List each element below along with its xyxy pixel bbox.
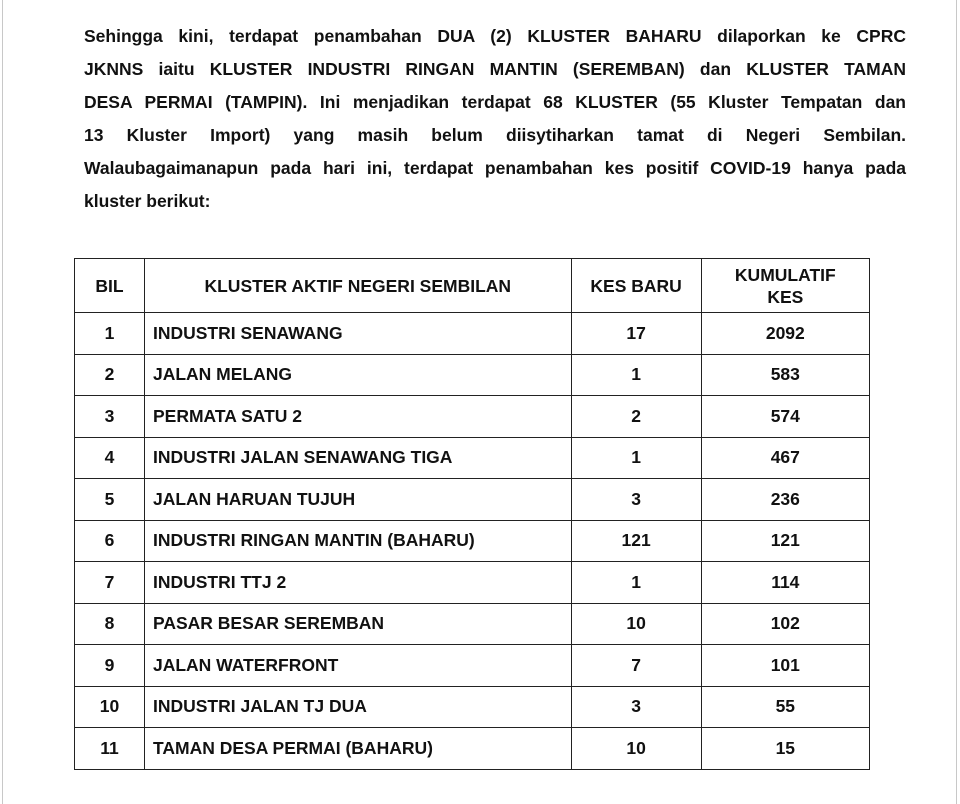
table-header: [75, 259, 870, 313]
table-row: [75, 645, 870, 687]
cell-new-cases: 17: [571, 313, 701, 355]
intro-line: Walaubagaimanapun pada hari ini, terdapat penambahan kes positif COVID-19 hanya pada: [84, 158, 906, 178]
cell-cumulative: 121: [701, 520, 869, 562]
table-row: [75, 603, 870, 645]
cell-cumulative: 574: [701, 396, 869, 438]
cell-new-cases: 121: [571, 520, 701, 562]
cell-new-cases: 3: [571, 479, 701, 521]
header-cluster: KLUSTER AKTIF NEGERI SEMBILAN: [144, 259, 571, 313]
cell-bil: 4: [75, 437, 145, 479]
cell-cumulative: 236: [701, 479, 869, 521]
header-new-cases: KES BARU: [571, 259, 701, 313]
table-row: [75, 686, 870, 728]
cell-cluster: INDUSTRI SENAWANG: [144, 313, 571, 355]
cell-new-cases: 1: [571, 562, 701, 604]
cell-cluster: INDUSTRI TTJ 2: [144, 562, 571, 604]
cell-bil: 9: [75, 645, 145, 687]
table-body: [75, 313, 870, 770]
table-row: [75, 520, 870, 562]
intro-line: JKNNS iaitu KLUSTER INDUSTRI RINGAN MANTIN (SEREMBAN) dan KLUSTER TAMAN: [84, 59, 906, 79]
cell-new-cases: 10: [571, 728, 701, 770]
cell-cluster: TAMAN DESA PERMAI (BAHARU): [144, 728, 571, 770]
cell-new-cases: 7: [571, 645, 701, 687]
cell-new-cases: 1: [571, 354, 701, 396]
intro-line: 13 Kluster Import) yang masih belum diisytiharkan tamat di Negeri Sembilan.: [84, 125, 906, 145]
intro-paragraph: [84, 20, 906, 218]
cell-cluster: JALAN HARUAN TUJUH: [144, 479, 571, 521]
intro-line: kluster berikut:: [84, 191, 211, 211]
cell-cluster: INDUSTRI RINGAN MANTIN (BAHARU): [144, 520, 571, 562]
cell-bil: 11: [75, 728, 145, 770]
cell-cumulative: 114: [701, 562, 869, 604]
cell-cumulative: 583: [701, 354, 869, 396]
cell-bil: 6: [75, 520, 145, 562]
cell-cumulative: 15: [701, 728, 869, 770]
cell-bil: 3: [75, 396, 145, 438]
table-header-row: [75, 259, 870, 313]
page-right-edge: [956, 0, 957, 804]
cell-cumulative: 101: [701, 645, 869, 687]
cluster-table: [74, 258, 870, 770]
cell-cumulative: 2092: [701, 313, 869, 355]
cell-cluster: INDUSTRI JALAN TJ DUA: [144, 686, 571, 728]
table-row: [75, 437, 870, 479]
table-row: [75, 728, 870, 770]
table-row: [75, 313, 870, 355]
table-row: [75, 396, 870, 438]
intro-line: DESA PERMAI (TAMPIN). Ini menjadikan terdapat 68 KLUSTER (55 Kluster Tempatan dan: [84, 92, 906, 112]
cell-new-cases: 10: [571, 603, 701, 645]
cell-cumulative: 55: [701, 686, 869, 728]
cell-bil: 7: [75, 562, 145, 604]
table-row: [75, 354, 870, 396]
cell-cluster: INDUSTRI JALAN SENAWANG TIGA: [144, 437, 571, 479]
table-row: [75, 479, 870, 521]
cell-bil: 8: [75, 603, 145, 645]
header-cumulative: [701, 259, 869, 313]
intro-line: Sehingga kini, terdapat penambahan DUA (2) KLUSTER BAHARU dilaporkan ke CPRC: [84, 26, 906, 46]
cell-cumulative: 467: [701, 437, 869, 479]
cell-cluster: JALAN MELANG: [144, 354, 571, 396]
cell-cluster: PERMATA SATU 2: [144, 396, 571, 438]
cell-bil: 5: [75, 479, 145, 521]
cell-cumulative: 102: [701, 603, 869, 645]
table-row: [75, 562, 870, 604]
cell-cluster: JALAN WATERFRONT: [144, 645, 571, 687]
header-bil: BIL: [75, 259, 145, 313]
cell-bil: 10: [75, 686, 145, 728]
cell-cluster: PASAR BESAR SEREMBAN: [144, 603, 571, 645]
cell-bil: 2: [75, 354, 145, 396]
header-cumulative-line2: KES: [767, 286, 804, 307]
cell-new-cases: 1: [571, 437, 701, 479]
page-left-edge: [2, 0, 3, 804]
cell-bil: 1: [75, 313, 145, 355]
cell-new-cases: 3: [571, 686, 701, 728]
cell-new-cases: 2: [571, 396, 701, 438]
header-cumulative-line1: KUMULATIF: [734, 264, 836, 285]
